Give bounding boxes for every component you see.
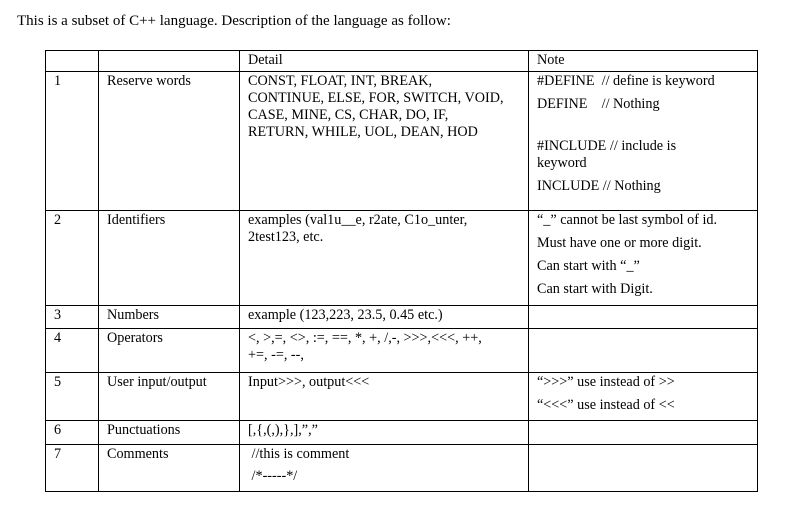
detail-line: example (123,223, 23.5, 0.45 etc.): [248, 307, 443, 323]
note-spacer: [537, 119, 751, 138]
row-detail: [240, 306, 529, 329]
table-row: [46, 72, 758, 211]
note-line: keyword: [537, 155, 587, 171]
row-note: [529, 211, 758, 306]
header-num: [46, 51, 99, 72]
table-row: [46, 211, 758, 306]
detail-line: +=, -=, --,: [248, 347, 304, 363]
header-name: [99, 51, 240, 72]
row-detail: [240, 421, 529, 445]
table-header-row: [46, 51, 758, 72]
row-note: [529, 445, 758, 492]
note-line: INCLUDE // Nothing: [537, 178, 661, 194]
detail-line: //this is comment: [248, 446, 350, 462]
note-line: Can start with Digit.: [537, 281, 653, 297]
detail-line: Input>>>, output<<<: [248, 374, 370, 390]
row-name: Punctuations: [99, 421, 240, 445]
table-row: [46, 373, 758, 421]
table-row: [46, 421, 758, 445]
detail-line: CASE, MINE, CS, CHAR, DO, IF,: [248, 107, 449, 123]
detail-line: <, >,=, <>, :=, ==, *, +, /,-, >>>,<<<, ++,: [248, 330, 482, 346]
row-detail: [240, 445, 529, 492]
detail-line: /*-----*/: [248, 468, 298, 484]
row-number: 1: [46, 72, 99, 211]
note-line: DEFINE // Nothing: [537, 96, 660, 112]
table-row: [46, 445, 758, 492]
row-note: [529, 72, 758, 211]
detail-line: examples (val1u__e, r2ate, C1o_unter,: [248, 212, 468, 228]
note-line: #DEFINE // define is keyword: [537, 73, 715, 89]
note-line: Can start with “_”: [537, 258, 640, 274]
note-line: #INCLUDE // include is: [537, 138, 677, 154]
row-detail: [240, 211, 529, 306]
row-name: Numbers: [99, 306, 240, 329]
row-name: User input/output: [99, 373, 240, 421]
table-row: [46, 329, 758, 373]
row-number: 6: [46, 421, 99, 445]
row-name: Identifiers: [99, 211, 240, 306]
row-detail: [240, 329, 529, 373]
row-note: [529, 306, 758, 329]
row-number: 5: [46, 373, 99, 421]
row-number: 7: [46, 445, 99, 492]
header-detail: Detail: [240, 51, 529, 72]
detail-line: CONTINUE, ELSE, FOR, SWITCH, VOID,: [248, 90, 504, 106]
row-detail: [240, 72, 529, 211]
note-line: “<<<” use instead of <<: [537, 397, 675, 413]
row-number: 2: [46, 211, 99, 306]
detail-line: RETURN, WHILE, UOL, DEAN, HOD: [248, 124, 478, 140]
detail-line: CONST, FLOAT, INT, BREAK,: [248, 73, 433, 89]
intro-text: This is a subset of C++ language. Description of the language as follow:: [17, 13, 451, 29]
row-name: Operators: [99, 329, 240, 373]
row-number: 4: [46, 329, 99, 373]
row-name: Comments: [99, 445, 240, 492]
table-row: [46, 306, 758, 329]
note-line: “_” cannot be last symbol of id.: [537, 212, 718, 228]
row-note: [529, 373, 758, 421]
note-line: “>>>” use instead of >>: [537, 374, 675, 390]
row-name: Reserve words: [99, 72, 240, 211]
detail-line: 2test123, etc.: [248, 229, 324, 245]
row-note: [529, 421, 758, 445]
row-detail: [240, 373, 529, 421]
language-table: [45, 50, 758, 492]
note-line: Must have one or more digit.: [537, 235, 702, 251]
detail-line: [,{,(,),},],”,”: [248, 422, 318, 438]
row-number: 3: [46, 306, 99, 329]
row-note: [529, 329, 758, 373]
header-note: Note: [529, 51, 758, 72]
